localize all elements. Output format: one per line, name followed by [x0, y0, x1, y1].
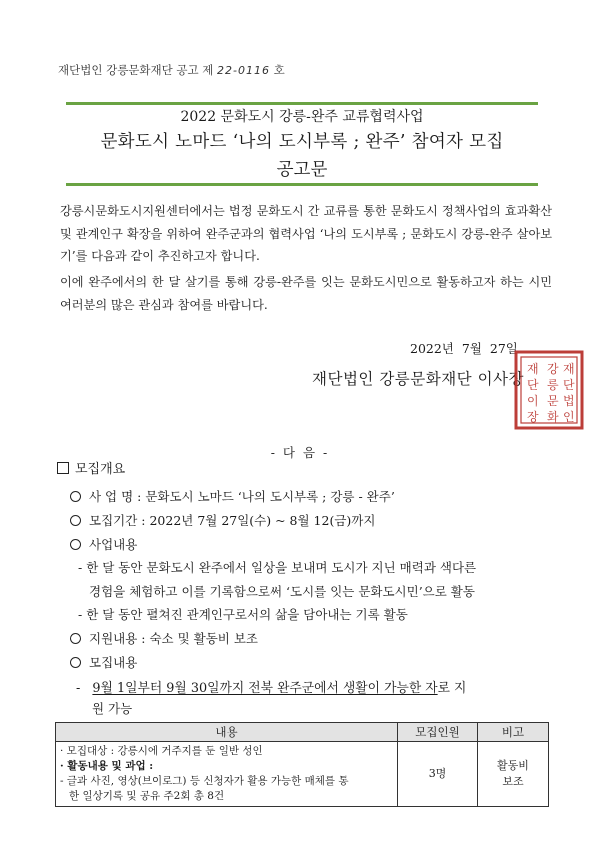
recruit-item [70, 653, 137, 671]
content-item [70, 535, 137, 553]
period-item [70, 511, 375, 529]
recruit-dash: - [76, 681, 81, 696]
table-content-line-4: 한 일상기록 및 공유 주2회 총 8건 [69, 790, 225, 802]
official-seal-icon [513, 349, 585, 431]
table-header-count: 모집인원 [398, 723, 478, 742]
section-heading [57, 458, 125, 477]
svg-text:단: 단 [527, 378, 539, 392]
content-line-2: - 한 달 동안 펼쳐진 관계인구로서의 삶을 담아내는 기록 활동 [78, 607, 408, 622]
announcement-date: 2022년 7월 27일 [410, 341, 518, 356]
table-row [56, 742, 549, 807]
table-cell-note [478, 742, 549, 807]
title-line-2: 공고문 [276, 160, 328, 180]
notice-number [58, 62, 285, 78]
svg-text:법: 법 [563, 394, 575, 408]
table-header-note: 비고 [478, 723, 549, 742]
title-line-1: 문화도시 노마드 ‘나의 도시부록 ; 완주’ 참여자 모집 [100, 132, 504, 152]
support-text: 지원내용 : 숙소 및 활동비 보조 [89, 631, 258, 646]
organization-signature: 재단법인 강릉문화재단 이사장 [312, 370, 525, 388]
intro-paragraph-1: 강릉시문화도시지원센터에서는 법정 문화도시 간 교류를 통한 문화도시 정책사업의 효과확산 및 관계인구 확장을 위하여 완주군과의 협력사업 ‘나의 도시부록 ; 문화도시 강릉-완주 살아보기’를 다음과 같이 추진하고자 합니다. [60, 204, 552, 263]
table-note-line-2: 보조 [502, 775, 524, 788]
circle-bullet-icon [70, 657, 81, 668]
notice-suffix: 호 [273, 63, 285, 77]
svg-text:이: 이 [527, 394, 539, 408]
title-rule-top [66, 102, 538, 105]
circle-bullet-icon [70, 633, 81, 644]
svg-text:문: 문 [547, 394, 559, 408]
recruit-tail-text: 로 지 [437, 681, 467, 696]
svg-text:장: 장 [527, 410, 539, 424]
period-text: 모집기간 : 2022년 7월 27일(수) ~ 8월 12(금)까지 [89, 513, 376, 528]
project-name-text: 사 업 명 : 문화도시 노마드 ‘나의 도시부록 ; 강릉 - 완주’ [89, 489, 395, 504]
circle-bullet-icon [70, 491, 81, 502]
svg-text:단: 단 [563, 378, 575, 392]
recruit-underlined-text: 9월 1일부터 9월 30일까지 전북 완주군에서 생활이 가능한 자 [92, 681, 438, 696]
table-cell-count: 3명 [398, 742, 478, 807]
table-content-line-1: · 모집대상 : 강릉시에 거주지를 둔 일반 성인 [60, 745, 263, 757]
table-cell-content [56, 742, 398, 807]
circle-bullet-icon [70, 539, 81, 550]
support-item [70, 629, 258, 647]
svg-text:인: 인 [563, 410, 575, 424]
table-content-line-2: · 활동내용 및 과업 : [60, 760, 154, 772]
content-title-text: 사업내용 [89, 537, 138, 552]
section-title: 모집개요 [75, 462, 126, 477]
subtitle: 2022 문화도시 강릉-완주 교류협력사업 [180, 109, 424, 125]
project-name-item [70, 487, 395, 505]
circle-bullet-icon [70, 515, 81, 526]
intro-paragraph-2: 이에 완주에서의 한 달 살기를 통해 강릉-완주를 잇는 문화도시민으로 활동하고자 하는 시민 여러분의 많은 관심과 참여를 바랍니다. [60, 275, 552, 312]
table-header-content: 내용 [56, 723, 398, 742]
svg-text:재: 재 [527, 362, 539, 376]
recruit-table [55, 722, 549, 807]
recruit-line-2: 원 가능 [92, 701, 133, 716]
content-line-1: - 한 달 동안 문화도시 완주에서 일상을 보내며 도시가 지닌 매력과 색다른 [78, 560, 477, 575]
recruit-line [76, 677, 466, 696]
table-note-line-1: 활동비 [497, 759, 529, 772]
content-line-1b: 경험을 체험하고 이를 기록함으로써 ‘도시를 잇는 문화도시민’으로 활동 [89, 584, 475, 599]
table-header-row [56, 723, 549, 742]
svg-text:재: 재 [563, 362, 575, 376]
svg-text:화: 화 [547, 410, 559, 424]
svg-text:릉: 릉 [547, 378, 559, 392]
svg-text:강: 강 [547, 362, 559, 376]
recruit-title-text: 모집내용 [89, 655, 138, 670]
title-rule-bottom [66, 183, 538, 186]
notice-handwritten-number: 22-0116 [217, 64, 271, 77]
table-content-line-3: - 글과 사진, 영상(브이로그) 등 신청자가 활용 가능한 매체를 통 [60, 775, 349, 787]
separator-text: - 다 음 - [270, 445, 330, 460]
notice-prefix: 재단법인 강릉문화재단 공고 제 [58, 63, 214, 77]
square-bullet-icon [57, 462, 69, 474]
